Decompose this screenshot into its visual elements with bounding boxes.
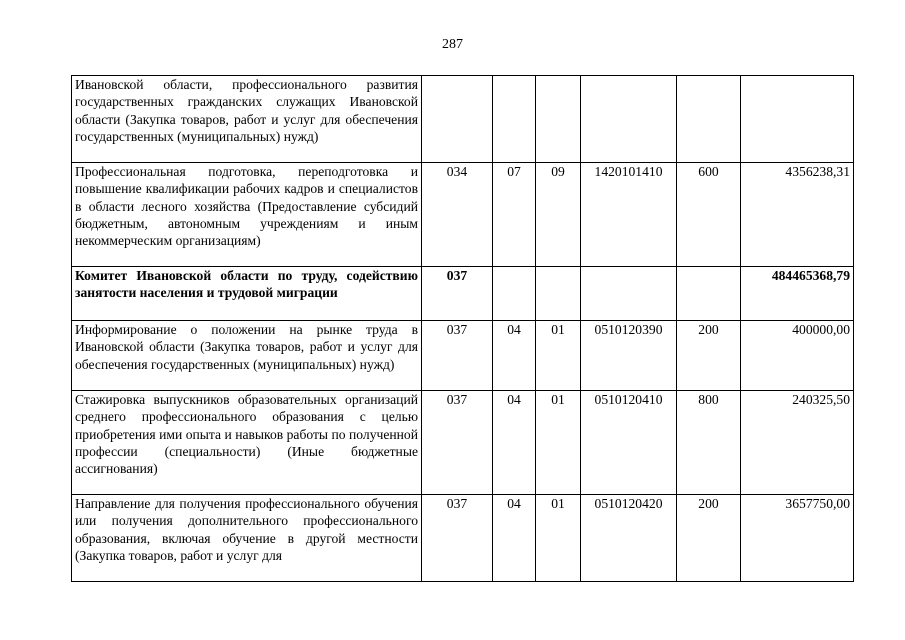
amount	[741, 76, 854, 163]
row-description: Ивановской области, профессионального развития государственных гражданских служащих Ивановской области (Закупка товаров, работ и услуг для обеспечения государственных (муниципальных) нужд)	[72, 76, 422, 163]
amount: 3657750,00	[741, 495, 854, 582]
target-article-code	[581, 267, 677, 321]
amount: 484465368,79	[741, 267, 854, 321]
subsection-code	[536, 267, 581, 321]
row-description: Профессиональная подготовка, переподготовка и повышение квалификации рабочих кадров и специалистов в области лесного хозяйства (Предоставление субсидий бюджетным, автономным учреждениям и иным некоммерческим организациям)	[72, 163, 422, 267]
subsection-code	[536, 76, 581, 163]
table-row	[72, 267, 854, 321]
row-description: Направление для получения профессионального обучения или получения дополнительного профессионального образования, включая обучение в другой местности (Закупка товаров, работ и услуг для	[72, 495, 422, 582]
table-row	[72, 391, 854, 495]
ministry-code: 037	[422, 495, 493, 582]
table-row	[72, 163, 854, 267]
expense-type-code: 600	[677, 163, 741, 267]
table-row	[72, 495, 854, 582]
table-row	[72, 76, 854, 163]
expense-type-code: 200	[677, 495, 741, 582]
row-description: Стажировка выпускников образовательных организаций среднего профессионального образования с целью приобретения ими опыта и навыков работы по полученной профессии (специальности) (Иные бюджетные ассигнования)	[72, 391, 422, 495]
table-row	[72, 321, 854, 391]
ministry-code: 037	[422, 267, 493, 321]
expense-type-code: 800	[677, 391, 741, 495]
subsection-code: 01	[536, 321, 581, 391]
ministry-code	[422, 76, 493, 163]
subsection-code: 09	[536, 163, 581, 267]
target-article-code: 1420101410	[581, 163, 677, 267]
target-article-code: 0510120390	[581, 321, 677, 391]
section-code: 04	[493, 321, 536, 391]
section-code	[493, 76, 536, 163]
budget-table	[71, 75, 854, 582]
section-code	[493, 267, 536, 321]
section-code: 07	[493, 163, 536, 267]
target-article-code: 0510120420	[581, 495, 677, 582]
ministry-code: 037	[422, 391, 493, 495]
target-article-code: 0510120410	[581, 391, 677, 495]
subsection-code: 01	[536, 391, 581, 495]
amount: 400000,00	[741, 321, 854, 391]
ministry-code: 037	[422, 321, 493, 391]
target-article-code	[581, 76, 677, 163]
expense-type-code: 200	[677, 321, 741, 391]
subsection-code: 01	[536, 495, 581, 582]
amount: 4356238,31	[741, 163, 854, 267]
row-description: Комитет Ивановской области по труду, содействию занятости населения и трудовой миграции	[72, 267, 422, 321]
expense-type-code	[677, 267, 741, 321]
row-description: Информирование о положении на рынке труда в Ивановской области (Закупка товаров, работ и услуг для обеспечения государственных (муниципальных) нужд)	[72, 321, 422, 391]
section-code: 04	[493, 495, 536, 582]
section-code: 04	[493, 391, 536, 495]
amount: 240325,50	[741, 391, 854, 495]
page-number: 287	[442, 37, 463, 52]
expense-type-code	[677, 76, 741, 163]
ministry-code: 034	[422, 163, 493, 267]
